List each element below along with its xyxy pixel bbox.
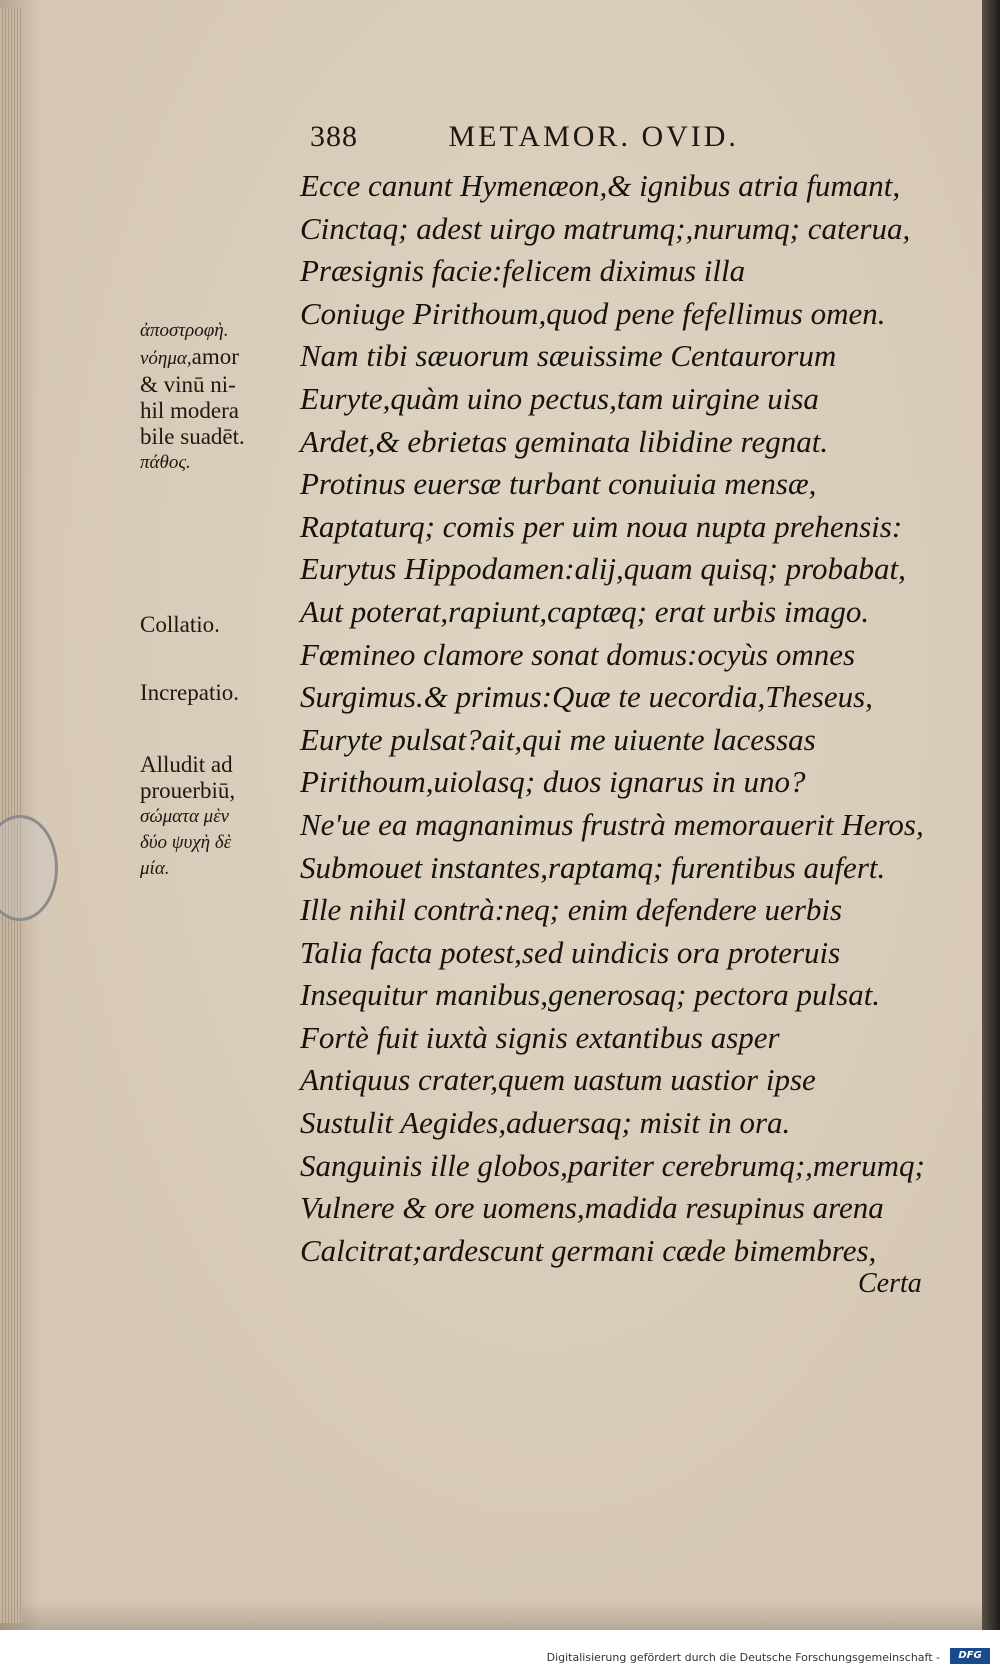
verse-line: Præsignis facie:felicem diximus illa (300, 253, 746, 289)
running-title: METAMOR. OVID. (448, 120, 739, 153)
scan-background-edge (982, 0, 1000, 1630)
margin-note-collatio: Collatio. (140, 612, 220, 637)
note-text: hil modera (140, 398, 239, 423)
note-text: prouerbiū, (140, 778, 236, 803)
verse-line: Nam tibi sæuorum sæuissime Centaurorum (300, 338, 837, 374)
verse-line: Pirithoum,uiolasq; duos ignarus in uno? (300, 764, 806, 800)
catchword: Certa (858, 1268, 922, 1299)
note-text: Alludit ad (140, 752, 233, 777)
verse-line: Ille nihil contrà:neq; enim defendere uerbis (300, 892, 843, 928)
verse-line: Fœmineo clamore sonat domus:ocyùs omnes (300, 636, 856, 672)
note-greek-word: νόημα, (140, 348, 192, 369)
verse-line: Sanguinis ille globos,pariter cerebrumq;,merumq; (300, 1147, 925, 1183)
verse-line: Surgimus.& primus:Quæ te uecordia,Theseus, (300, 679, 873, 715)
verse-line: Talia facta potest,sed uindicis ora proteruis (300, 934, 841, 970)
note-text: & vinū ni- (140, 372, 236, 397)
running-header (310, 120, 870, 154)
verse-text (300, 165, 940, 1272)
verse-line: Raptaturq; comis per uim noua nupta prehensis: (300, 508, 903, 544)
verse-line: Ne'ue ea magnanimus frustrà memorauerit Heros, (300, 806, 924, 842)
verse-line: Calcitrat;ardescunt germani cæde bimembres, (300, 1232, 877, 1268)
dfg-logo: DFG (950, 1648, 990, 1664)
verse-line: Cinctaq; adest uirgo matrumq;,nurumq; caterua, (300, 210, 911, 246)
note-greek-line: δύο ψυχὴ δὲ (140, 832, 232, 853)
note-text: amor (191, 344, 239, 369)
verse-line: Vulnere & ore uomens,madida resupinus arena (300, 1190, 884, 1226)
verse-line: Antiquus crater,quem uastum uastior ipse (300, 1062, 816, 1098)
margin-note-apostrophe (140, 318, 290, 476)
margin-note-alludit (140, 752, 290, 882)
verse-line: Ardet,& ebrietas geminata libidine regnat. (300, 423, 829, 459)
footer-credit: Digitalisierung gefördert durch die Deutsche Forschungsgemeinschaft - (546, 1651, 940, 1664)
verse-line: Protinus euersæ turbant conuiuia mensæ, (300, 466, 817, 502)
verse-line: Euryte pulsat?ait,qui me uiuente lacessas (300, 721, 816, 757)
verse-line: Aut poterat,rapiunt,captæq; erat urbis imago. (300, 593, 870, 629)
margin-note-increpatio: Increpatio. (140, 680, 239, 705)
verse-line: Ecce canunt Hymenæon,& ignibus atria fumant, (300, 168, 901, 203)
note-greek-line: ἀποστροφὴ. (140, 320, 229, 341)
note-greek-line: μία. (140, 858, 170, 879)
verse-line: Submouet instantes,raptamq; furentibus aufert. (300, 849, 886, 885)
note-greek-line: σώματα μὲν (140, 806, 230, 827)
page-number: 388 (310, 120, 358, 153)
verse-line: Euryte,quàm uino pectus,tam uirgine uisa (300, 380, 819, 416)
verse-line: Insequitur manibus,generosaq; pectora pulsat. (300, 977, 881, 1013)
verse-line: Coniuge Pirithoum,quod pene fefellimus omen. (300, 295, 886, 331)
verse-line: Eurytus Hippodamen:alij,quam quisq; probabat, (300, 551, 906, 587)
note-greek-line: πάθος. (140, 452, 191, 473)
verse-line: Fortè fuit iuxtà signis extantibus asper (300, 1019, 780, 1055)
verse-line: Sustulit Aegides,aduersaq; misit in ora. (300, 1105, 791, 1141)
note-text: bile suadēt. (140, 424, 245, 449)
